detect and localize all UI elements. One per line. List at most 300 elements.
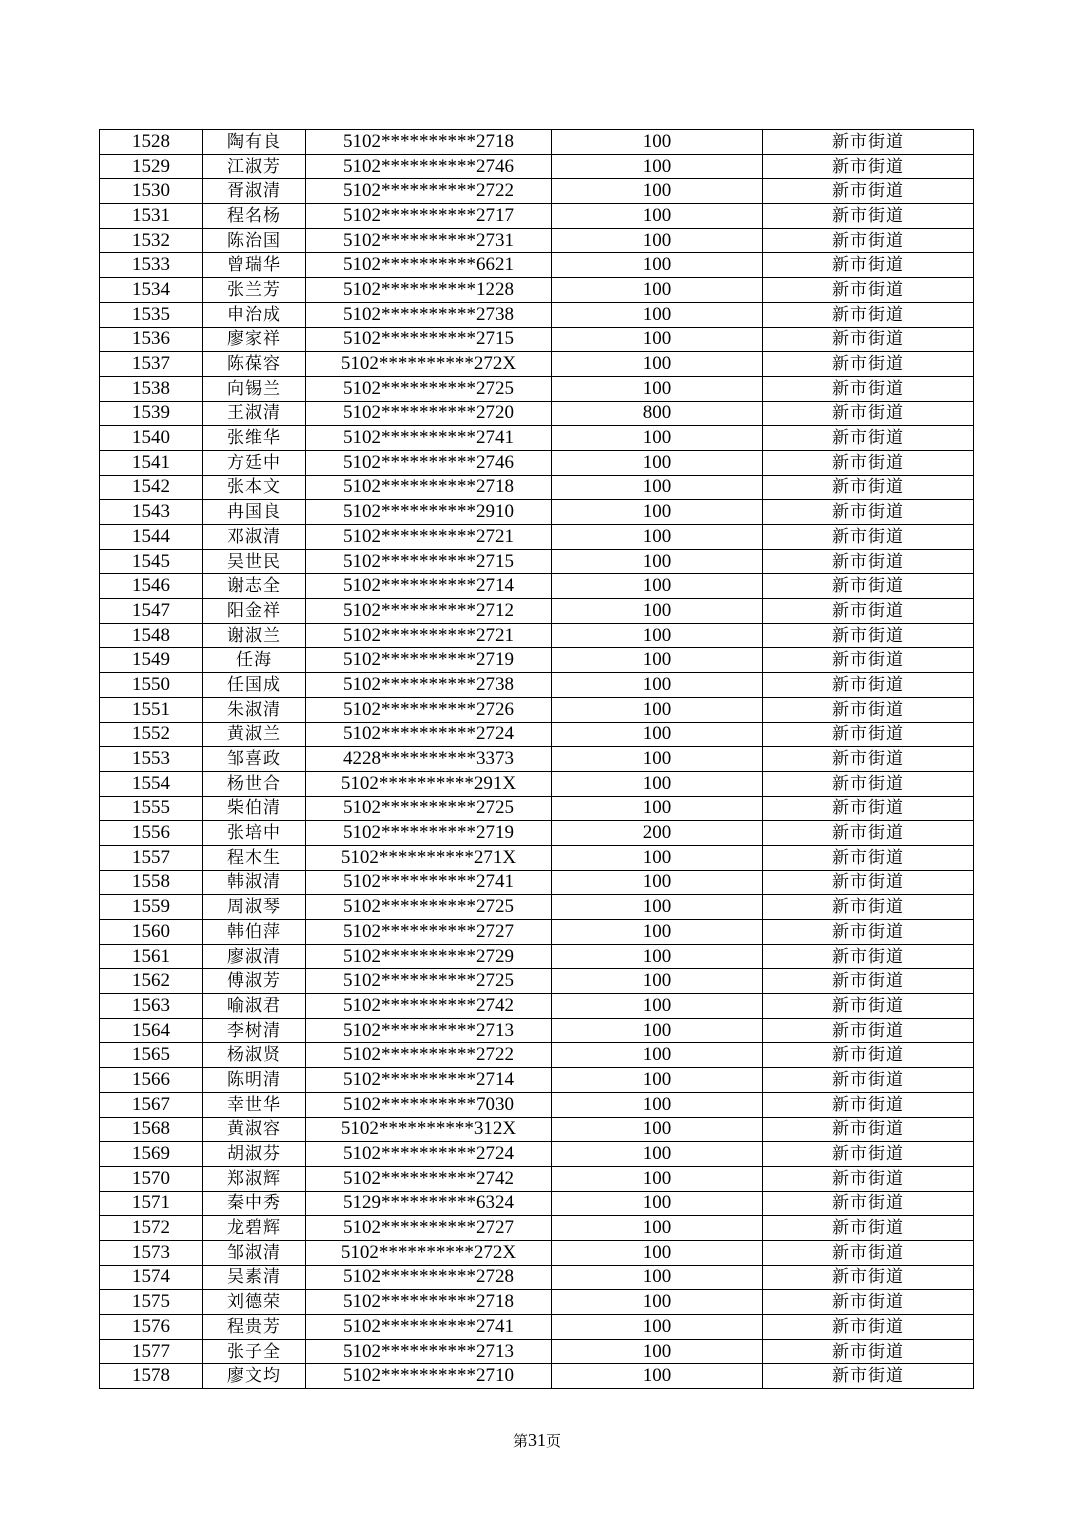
table-row xyxy=(100,1068,974,1093)
table-row xyxy=(100,771,974,796)
amount-cell: 100 xyxy=(552,1018,763,1043)
serial-number-cell: 1534 xyxy=(100,278,203,303)
amount-cell: 100 xyxy=(552,648,763,673)
street-cell: 新市街道 xyxy=(763,130,974,155)
table-row xyxy=(100,204,974,229)
name-cell: 杨世合 xyxy=(203,771,306,796)
street-cell: 新市街道 xyxy=(763,1117,974,1142)
amount-cell: 100 xyxy=(552,994,763,1019)
table-row xyxy=(100,1092,974,1117)
street-cell: 新市街道 xyxy=(763,994,974,1019)
amount-cell: 100 xyxy=(552,969,763,994)
serial-number-cell: 1566 xyxy=(100,1068,203,1093)
name-cell: 胥淑清 xyxy=(203,179,306,204)
name-cell: 龙碧辉 xyxy=(203,1216,306,1241)
amount-cell: 100 xyxy=(552,599,763,624)
id-number-cell: 5102**********2714 xyxy=(306,574,552,599)
amount-cell: 100 xyxy=(552,1092,763,1117)
amount-cell: 100 xyxy=(552,574,763,599)
id-number-cell: 5102**********2742 xyxy=(306,1166,552,1191)
id-number-cell: 5102**********2715 xyxy=(306,327,552,352)
serial-number-cell: 1560 xyxy=(100,920,203,945)
name-cell: 韩伯萍 xyxy=(203,920,306,945)
amount-cell: 100 xyxy=(552,179,763,204)
serial-number-cell: 1554 xyxy=(100,771,203,796)
amount-cell: 100 xyxy=(552,1142,763,1167)
name-cell: 陈治国 xyxy=(203,228,306,253)
id-number-cell: 5102**********2718 xyxy=(306,1290,552,1315)
table-row xyxy=(100,1166,974,1191)
table-row xyxy=(100,376,974,401)
id-number-cell: 5102**********2717 xyxy=(306,204,552,229)
id-number-cell: 5102**********2713 xyxy=(306,1339,552,1364)
name-cell: 程名杨 xyxy=(203,204,306,229)
street-cell: 新市街道 xyxy=(763,179,974,204)
id-number-cell: 5102**********2724 xyxy=(306,1142,552,1167)
amount-cell: 100 xyxy=(552,1339,763,1364)
id-number-cell: 5102**********2726 xyxy=(306,697,552,722)
street-cell: 新市街道 xyxy=(763,475,974,500)
amount-cell: 100 xyxy=(552,253,763,278)
street-cell: 新市街道 xyxy=(763,500,974,525)
name-cell: 张培中 xyxy=(203,821,306,846)
serial-number-cell: 1575 xyxy=(100,1290,203,1315)
id-number-cell: 5102**********2715 xyxy=(306,549,552,574)
amount-cell: 100 xyxy=(552,500,763,525)
street-cell: 新市街道 xyxy=(763,327,974,352)
table-row xyxy=(100,1265,974,1290)
table-row xyxy=(100,302,974,327)
street-cell: 新市街道 xyxy=(763,525,974,550)
table-row xyxy=(100,475,974,500)
id-number-cell: 5102**********2738 xyxy=(306,673,552,698)
table-row xyxy=(100,648,974,673)
amount-cell: 100 xyxy=(552,549,763,574)
table-row xyxy=(100,821,974,846)
id-number-cell: 5102**********2742 xyxy=(306,994,552,1019)
serial-number-cell: 1551 xyxy=(100,697,203,722)
id-number-cell: 5102**********2710 xyxy=(306,1364,552,1389)
street-cell: 新市街道 xyxy=(763,944,974,969)
name-cell: 黄淑容 xyxy=(203,1117,306,1142)
street-cell: 新市街道 xyxy=(763,1018,974,1043)
amount-cell: 100 xyxy=(552,1265,763,1290)
id-number-cell: 5102**********2741 xyxy=(306,1315,552,1340)
amount-cell: 100 xyxy=(552,920,763,945)
amount-cell: 100 xyxy=(552,623,763,648)
amount-cell: 100 xyxy=(552,1068,763,1093)
amount-cell: 100 xyxy=(552,870,763,895)
serial-number-cell: 1532 xyxy=(100,228,203,253)
id-number-cell: 5102**********2712 xyxy=(306,599,552,624)
name-cell: 江淑芳 xyxy=(203,154,306,179)
table-row xyxy=(100,179,974,204)
street-cell: 新市街道 xyxy=(763,796,974,821)
serial-number-cell: 1528 xyxy=(100,130,203,155)
serial-number-cell: 1565 xyxy=(100,1043,203,1068)
amount-cell: 100 xyxy=(552,771,763,796)
table-row xyxy=(100,969,974,994)
name-cell: 喻淑君 xyxy=(203,994,306,1019)
serial-number-cell: 1530 xyxy=(100,179,203,204)
street-cell: 新市街道 xyxy=(763,352,974,377)
street-cell: 新市街道 xyxy=(763,920,974,945)
serial-number-cell: 1567 xyxy=(100,1092,203,1117)
serial-number-cell: 1539 xyxy=(100,401,203,426)
id-number-cell: 5102**********2738 xyxy=(306,302,552,327)
id-number-cell: 5102**********2718 xyxy=(306,130,552,155)
serial-number-cell: 1568 xyxy=(100,1117,203,1142)
name-cell: 韩淑清 xyxy=(203,870,306,895)
amount-cell: 100 xyxy=(552,130,763,155)
name-cell: 陶有良 xyxy=(203,130,306,155)
amount-cell: 100 xyxy=(552,352,763,377)
id-number-cell: 5102**********2727 xyxy=(306,1216,552,1241)
street-cell: 新市街道 xyxy=(763,1339,974,1364)
id-number-cell: 5102**********2728 xyxy=(306,1265,552,1290)
amount-cell: 100 xyxy=(552,796,763,821)
id-number-cell: 5102**********2727 xyxy=(306,920,552,945)
serial-number-cell: 1541 xyxy=(100,450,203,475)
table-row xyxy=(100,599,974,624)
serial-number-cell: 1538 xyxy=(100,376,203,401)
roster-table-body xyxy=(100,130,974,1389)
table-row xyxy=(100,1117,974,1142)
table-row xyxy=(100,1216,974,1241)
id-number-cell: 5102**********2713 xyxy=(306,1018,552,1043)
serial-number-cell: 1552 xyxy=(100,722,203,747)
serial-number-cell: 1537 xyxy=(100,352,203,377)
street-cell: 新市街道 xyxy=(763,278,974,303)
street-cell: 新市街道 xyxy=(763,969,974,994)
name-cell: 程贵芳 xyxy=(203,1315,306,1340)
serial-number-cell: 1576 xyxy=(100,1315,203,1340)
street-cell: 新市街道 xyxy=(763,253,974,278)
amount-cell: 100 xyxy=(552,697,763,722)
street-cell: 新市街道 xyxy=(763,673,974,698)
serial-number-cell: 1540 xyxy=(100,426,203,451)
table-row xyxy=(100,1364,974,1389)
id-number-cell: 5102**********291X xyxy=(306,771,552,796)
id-number-cell: 5102**********272X xyxy=(306,352,552,377)
amount-cell: 100 xyxy=(552,944,763,969)
street-cell: 新市街道 xyxy=(763,1265,974,1290)
name-cell: 程木生 xyxy=(203,845,306,870)
name-cell: 杨淑贤 xyxy=(203,1043,306,1068)
serial-number-cell: 1543 xyxy=(100,500,203,525)
table-row xyxy=(100,253,974,278)
name-cell: 邹淑清 xyxy=(203,1240,306,1265)
id-number-cell: 5102**********2720 xyxy=(306,401,552,426)
table-row xyxy=(100,574,974,599)
street-cell: 新市街道 xyxy=(763,747,974,772)
id-number-cell: 5102**********2746 xyxy=(306,154,552,179)
street-cell: 新市街道 xyxy=(763,549,974,574)
table-row xyxy=(100,500,974,525)
name-cell: 张维华 xyxy=(203,426,306,451)
serial-number-cell: 1548 xyxy=(100,623,203,648)
street-cell: 新市街道 xyxy=(763,376,974,401)
serial-number-cell: 1529 xyxy=(100,154,203,179)
name-cell: 方廷中 xyxy=(203,450,306,475)
id-number-cell: 5102**********2722 xyxy=(306,1043,552,1068)
id-number-cell: 5102**********2746 xyxy=(306,450,552,475)
table-row xyxy=(100,697,974,722)
amount-cell: 100 xyxy=(552,722,763,747)
id-number-cell: 5102**********2721 xyxy=(306,623,552,648)
id-number-cell: 5102**********2718 xyxy=(306,475,552,500)
table-row xyxy=(100,895,974,920)
serial-number-cell: 1564 xyxy=(100,1018,203,1043)
amount-cell: 100 xyxy=(552,1216,763,1241)
table-row xyxy=(100,154,974,179)
table-row xyxy=(100,327,974,352)
street-cell: 新市街道 xyxy=(763,1315,974,1340)
street-cell: 新市街道 xyxy=(763,1290,974,1315)
name-cell: 谢淑兰 xyxy=(203,623,306,648)
serial-number-cell: 1562 xyxy=(100,969,203,994)
amount-cell: 100 xyxy=(552,525,763,550)
street-cell: 新市街道 xyxy=(763,1142,974,1167)
serial-number-cell: 1545 xyxy=(100,549,203,574)
serial-number-cell: 1572 xyxy=(100,1216,203,1241)
serial-number-cell: 1578 xyxy=(100,1364,203,1389)
name-cell: 张本文 xyxy=(203,475,306,500)
id-number-cell: 5102**********6621 xyxy=(306,253,552,278)
id-number-cell: 5102**********312X xyxy=(306,1117,552,1142)
id-number-cell: 5102**********1228 xyxy=(306,278,552,303)
name-cell: 陈明清 xyxy=(203,1068,306,1093)
amount-cell: 100 xyxy=(552,1166,763,1191)
serial-number-cell: 1569 xyxy=(100,1142,203,1167)
table-row xyxy=(100,352,974,377)
name-cell: 邓淑清 xyxy=(203,525,306,550)
street-cell: 新市街道 xyxy=(763,302,974,327)
roster-table xyxy=(99,129,974,1389)
name-cell: 周淑琴 xyxy=(203,895,306,920)
amount-cell: 100 xyxy=(552,302,763,327)
table-row xyxy=(100,1240,974,1265)
street-cell: 新市街道 xyxy=(763,1216,974,1241)
id-number-cell: 5102**********2741 xyxy=(306,426,552,451)
name-cell: 郑淑辉 xyxy=(203,1166,306,1191)
street-cell: 新市街道 xyxy=(763,845,974,870)
serial-number-cell: 1561 xyxy=(100,944,203,969)
id-number-cell: 5102**********2731 xyxy=(306,228,552,253)
amount-cell: 100 xyxy=(552,204,763,229)
amount-cell: 100 xyxy=(552,450,763,475)
table-row xyxy=(100,1315,974,1340)
id-number-cell: 5102**********2721 xyxy=(306,525,552,550)
serial-number-cell: 1536 xyxy=(100,327,203,352)
id-number-cell: 5102**********2729 xyxy=(306,944,552,969)
serial-number-cell: 1531 xyxy=(100,204,203,229)
page-label-suffix: 页 xyxy=(546,1432,562,1450)
table-row xyxy=(100,722,974,747)
table-row xyxy=(100,994,974,1019)
name-cell: 陈葆容 xyxy=(203,352,306,377)
serial-number-cell: 1563 xyxy=(100,994,203,1019)
id-number-cell: 5102**********271X xyxy=(306,845,552,870)
amount-cell: 100 xyxy=(552,154,763,179)
serial-number-cell: 1577 xyxy=(100,1339,203,1364)
street-cell: 新市街道 xyxy=(763,771,974,796)
name-cell: 任国成 xyxy=(203,673,306,698)
name-cell: 朱淑清 xyxy=(203,697,306,722)
serial-number-cell: 1559 xyxy=(100,895,203,920)
id-number-cell: 4228**********3373 xyxy=(306,747,552,772)
id-number-cell: 5102**********2719 xyxy=(306,648,552,673)
table-row xyxy=(100,278,974,303)
street-cell: 新市街道 xyxy=(763,1166,974,1191)
table-row xyxy=(100,426,974,451)
table-row xyxy=(100,450,974,475)
street-cell: 新市街道 xyxy=(763,154,974,179)
name-cell: 曾瑞华 xyxy=(203,253,306,278)
name-cell: 刘德荣 xyxy=(203,1290,306,1315)
table-row xyxy=(100,796,974,821)
serial-number-cell: 1533 xyxy=(100,253,203,278)
amount-cell: 100 xyxy=(552,228,763,253)
serial-number-cell: 1557 xyxy=(100,845,203,870)
street-cell: 新市街道 xyxy=(763,401,974,426)
name-cell: 申治成 xyxy=(203,302,306,327)
id-number-cell: 5102**********2714 xyxy=(306,1068,552,1093)
amount-cell: 100 xyxy=(552,1290,763,1315)
amount-cell: 100 xyxy=(552,376,763,401)
amount-cell: 100 xyxy=(552,1364,763,1389)
name-cell: 阳金祥 xyxy=(203,599,306,624)
name-cell: 张兰芳 xyxy=(203,278,306,303)
name-cell: 幸世华 xyxy=(203,1092,306,1117)
name-cell: 廖文均 xyxy=(203,1364,306,1389)
serial-number-cell: 1549 xyxy=(100,648,203,673)
street-cell: 新市街道 xyxy=(763,450,974,475)
amount-cell: 100 xyxy=(552,278,763,303)
street-cell: 新市街道 xyxy=(763,1191,974,1216)
street-cell: 新市街道 xyxy=(763,623,974,648)
serial-number-cell: 1556 xyxy=(100,821,203,846)
serial-number-cell: 1547 xyxy=(100,599,203,624)
table-row xyxy=(100,845,974,870)
street-cell: 新市街道 xyxy=(763,204,974,229)
name-cell: 冉国良 xyxy=(203,500,306,525)
amount-cell: 200 xyxy=(552,821,763,846)
serial-number-cell: 1574 xyxy=(100,1265,203,1290)
id-number-cell: 5102**********2910 xyxy=(306,500,552,525)
amount-cell: 100 xyxy=(552,1191,763,1216)
table-row xyxy=(100,673,974,698)
serial-number-cell: 1570 xyxy=(100,1166,203,1191)
amount-cell: 100 xyxy=(552,673,763,698)
table-row xyxy=(100,401,974,426)
amount-cell: 100 xyxy=(552,1240,763,1265)
page-footer xyxy=(0,1430,1074,1451)
amount-cell: 100 xyxy=(552,327,763,352)
serial-number-cell: 1558 xyxy=(100,870,203,895)
amount-cell: 100 xyxy=(552,1117,763,1142)
street-cell: 新市街道 xyxy=(763,426,974,451)
name-cell: 谢志全 xyxy=(203,574,306,599)
street-cell: 新市街道 xyxy=(763,895,974,920)
amount-cell: 100 xyxy=(552,1043,763,1068)
table-row xyxy=(100,944,974,969)
id-number-cell: 5102**********2722 xyxy=(306,179,552,204)
amount-cell: 100 xyxy=(552,747,763,772)
id-number-cell: 5102**********272X xyxy=(306,1240,552,1265)
name-cell: 廖淑清 xyxy=(203,944,306,969)
name-cell: 吴素清 xyxy=(203,1265,306,1290)
serial-number-cell: 1555 xyxy=(100,796,203,821)
street-cell: 新市街道 xyxy=(763,722,974,747)
table-row xyxy=(100,1290,974,1315)
id-number-cell: 5102**********2741 xyxy=(306,870,552,895)
amount-cell: 100 xyxy=(552,1315,763,1340)
serial-number-cell: 1550 xyxy=(100,673,203,698)
serial-number-cell: 1546 xyxy=(100,574,203,599)
amount-cell: 100 xyxy=(552,475,763,500)
name-cell: 柴伯清 xyxy=(203,796,306,821)
table-row xyxy=(100,130,974,155)
serial-number-cell: 1553 xyxy=(100,747,203,772)
name-cell: 任海 xyxy=(203,648,306,673)
serial-number-cell: 1544 xyxy=(100,525,203,550)
serial-number-cell: 1571 xyxy=(100,1191,203,1216)
name-cell: 张子全 xyxy=(203,1339,306,1364)
street-cell: 新市街道 xyxy=(763,870,974,895)
table-row xyxy=(100,1043,974,1068)
serial-number-cell: 1573 xyxy=(100,1240,203,1265)
id-number-cell: 5102**********2725 xyxy=(306,796,552,821)
id-number-cell: 5102**********2719 xyxy=(306,821,552,846)
street-cell: 新市街道 xyxy=(763,1364,974,1389)
street-cell: 新市街道 xyxy=(763,1043,974,1068)
street-cell: 新市街道 xyxy=(763,821,974,846)
id-number-cell: 5102**********2725 xyxy=(306,376,552,401)
amount-cell: 800 xyxy=(552,401,763,426)
name-cell: 傅淑芳 xyxy=(203,969,306,994)
table-row xyxy=(100,228,974,253)
id-number-cell: 5102**********2725 xyxy=(306,969,552,994)
id-number-cell: 5102**********7030 xyxy=(306,1092,552,1117)
street-cell: 新市街道 xyxy=(763,1240,974,1265)
street-cell: 新市街道 xyxy=(763,574,974,599)
roster-table-container xyxy=(99,129,973,1389)
table-row xyxy=(100,623,974,648)
table-row xyxy=(100,870,974,895)
name-cell: 黄淑兰 xyxy=(203,722,306,747)
table-row xyxy=(100,1339,974,1364)
name-cell: 邹喜政 xyxy=(203,747,306,772)
amount-cell: 100 xyxy=(552,895,763,920)
name-cell: 胡淑芬 xyxy=(203,1142,306,1167)
name-cell: 廖家祥 xyxy=(203,327,306,352)
serial-number-cell: 1542 xyxy=(100,475,203,500)
name-cell: 李树清 xyxy=(203,1018,306,1043)
street-cell: 新市街道 xyxy=(763,1092,974,1117)
page-number: 31 xyxy=(528,1430,546,1450)
street-cell: 新市街道 xyxy=(763,648,974,673)
street-cell: 新市街道 xyxy=(763,228,974,253)
street-cell: 新市街道 xyxy=(763,599,974,624)
id-number-cell: 5102**********2725 xyxy=(306,895,552,920)
table-row xyxy=(100,1142,974,1167)
table-row xyxy=(100,1191,974,1216)
table-row xyxy=(100,747,974,772)
name-cell: 王淑清 xyxy=(203,401,306,426)
street-cell: 新市街道 xyxy=(763,697,974,722)
table-row xyxy=(100,1018,974,1043)
